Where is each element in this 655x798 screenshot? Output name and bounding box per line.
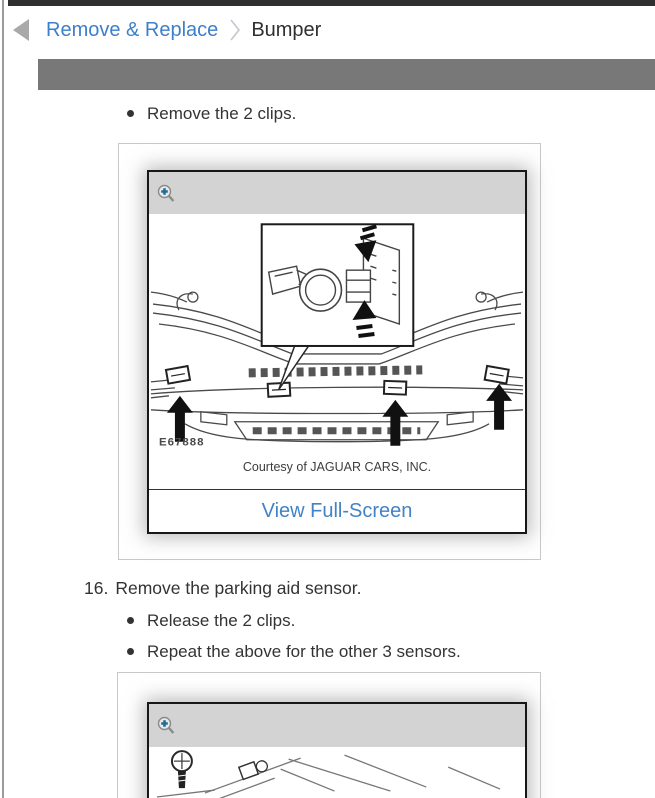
breadcrumb bbox=[13, 17, 321, 43]
top-dark-bar bbox=[8, 0, 655, 6]
figure-image-sensor-fasteners[interactable] bbox=[149, 747, 525, 798]
figure-box-2 bbox=[147, 702, 527, 798]
step-16 bbox=[84, 578, 361, 599]
figure-panel-2 bbox=[117, 672, 541, 798]
step-text: Remove the parking aid sensor. bbox=[115, 578, 362, 598]
figure-caption: Courtesy of JAGUAR CARS, INC. bbox=[242, 460, 432, 474]
bumper-diagram-image bbox=[149, 214, 525, 451]
figure-image-code: E67888 bbox=[158, 436, 205, 449]
figure-panel-1 bbox=[118, 143, 541, 560]
figure-image-bumper-sensors[interactable] bbox=[149, 214, 525, 451]
step-number: 16. bbox=[84, 578, 109, 598]
figure-link-row bbox=[149, 489, 525, 532]
bullet-text: Repeat the above for the other 3 sensors. bbox=[147, 642, 461, 661]
list-item bbox=[127, 642, 461, 662]
bullet-text: Remove the 2 clips. bbox=[147, 104, 297, 123]
collapsed-section-bar bbox=[38, 59, 655, 90]
list-item bbox=[127, 104, 296, 124]
figure-toolbar bbox=[149, 172, 525, 214]
breadcrumb-current-bumper: Bumper bbox=[251, 18, 322, 41]
page-left-border bbox=[2, 0, 4, 798]
bullet-icon bbox=[127, 648, 134, 655]
figure-toolbar bbox=[149, 704, 525, 747]
bullet-text: Release the 2 clips. bbox=[147, 611, 296, 630]
bullet-icon bbox=[127, 110, 134, 117]
figure-box-1 bbox=[147, 170, 527, 534]
breadcrumb-link-remove-replace[interactable]: Remove & Replace bbox=[46, 18, 219, 41]
view-fullscreen-link[interactable]: View Full-Screen bbox=[261, 499, 413, 522]
chevron-right-icon bbox=[229, 17, 242, 43]
back-arrow-icon[interactable] bbox=[13, 19, 29, 41]
magnifier-plus-icon[interactable] bbox=[157, 184, 176, 203]
bullet-icon bbox=[127, 617, 134, 624]
list-item bbox=[127, 611, 295, 631]
fastener-diagram-image bbox=[149, 747, 525, 798]
magnifier-plus-icon[interactable] bbox=[157, 716, 176, 735]
